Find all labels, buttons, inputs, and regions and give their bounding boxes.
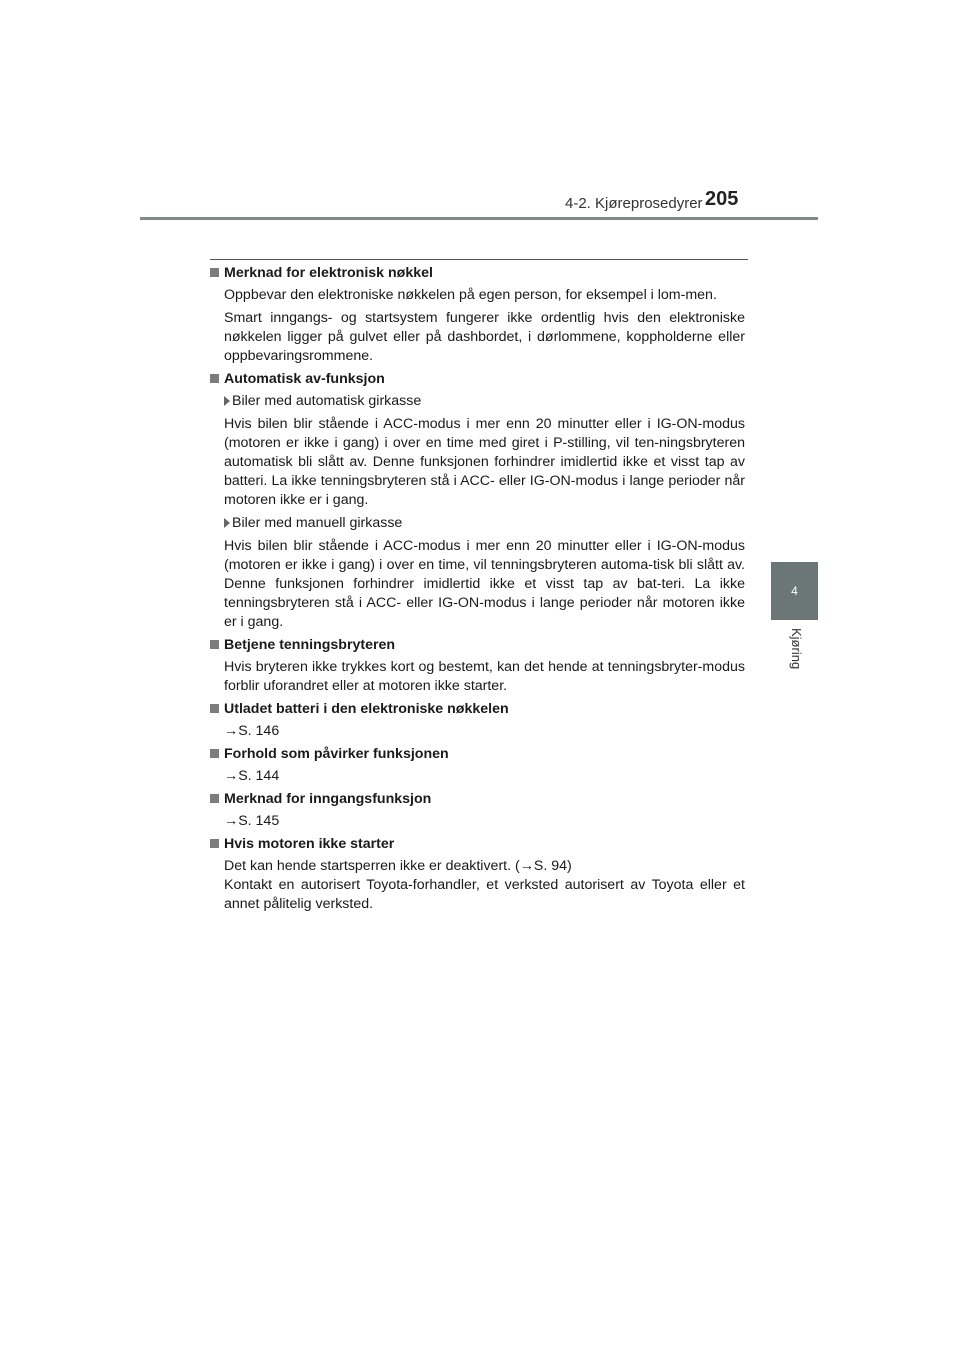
heading-text: Automatisk av-funksjon	[224, 371, 385, 387]
section-engine-not-start	[210, 835, 745, 914]
triangle-bullet-icon	[224, 518, 230, 528]
square-bullet-icon	[210, 794, 219, 803]
subheading	[210, 514, 745, 533]
paragraph: Kontakt en autorisert Toyota-forhandler, et verksted autorisert av Toyota eller et annet pålitelig verksted.	[224, 877, 745, 912]
square-bullet-icon	[210, 749, 219, 758]
square-bullet-icon	[210, 268, 219, 277]
content-rule	[210, 259, 748, 260]
square-bullet-icon	[210, 640, 219, 649]
paragraph: Smart inngangs- og startsystem fungerer ikke ordentlig hvis den elektroniske nøkkelen ligger på gulvet eller på dashbordet, i dørlommene, koppholderne eller oppbevaringsrommene.	[224, 310, 745, 364]
page-reference: →S. 144	[224, 768, 280, 784]
square-bullet-icon	[210, 839, 219, 848]
heading-text: Hvis motoren ikke starter	[224, 836, 395, 852]
paragraph: Hvis bryteren ikke trykkes kort og bestemt, kan det hende at tenningsbryter-modus forblir uforandret eller at motoren ikke starter.	[224, 659, 745, 694]
page-number: 205	[705, 188, 739, 210]
section-heading	[210, 790, 745, 809]
chapter-tab: 4	[771, 562, 818, 620]
section-auto-off	[210, 370, 745, 632]
subheading	[210, 392, 745, 411]
section-entry	[210, 790, 745, 831]
section-ignition	[210, 636, 745, 696]
heading-text: Utladet batteri i den elektroniske nøkkelen	[224, 701, 509, 717]
page-reference: →S. 146	[224, 723, 280, 739]
heading-text: Forhold som påvirker funksjonen	[224, 746, 449, 762]
chapter-label: Kjøring	[789, 628, 804, 670]
paragraph: Oppbevar den elektroniske nøkkelen på egen person, for eksempel i lom-men.	[224, 287, 717, 303]
header-rule	[140, 217, 818, 220]
page-content	[210, 264, 745, 918]
subheading-text: Biler med automatisk girkasse	[232, 393, 422, 409]
heading-text: Merknad for elektronisk nøkkel	[224, 265, 433, 281]
square-bullet-icon	[210, 374, 219, 383]
subheading-text: Biler med manuell girkasse	[232, 515, 403, 531]
section-heading	[210, 745, 745, 764]
page-reference: →S. 145	[224, 813, 280, 829]
section-heading	[210, 264, 745, 283]
heading-text: Merknad for inngangsfunksjon	[224, 791, 432, 807]
header-title: 4-2. Kjøreprosedyrer	[565, 195, 703, 212]
section-battery	[210, 700, 745, 741]
heading-text: Betjene tenningsbryteren	[224, 637, 396, 653]
section-conditions	[210, 745, 745, 786]
section-heading	[210, 700, 745, 719]
section-heading	[210, 636, 745, 655]
paragraph: Det kan hende startsperren ikke er deaktivert. (→S. 94)	[224, 858, 572, 874]
triangle-bullet-icon	[224, 396, 230, 406]
square-bullet-icon	[210, 704, 219, 713]
paragraph: Hvis bilen blir stående i ACC-modus i mer enn 20 minutter eller i IG-ON-modus (motoren er ikke i gang) i over en time med giret i P-stilling, vil ten-ningsbryteren automatisk bli slått av. Denne funksjonen forhindrer imidlertid ikke et visst tap av batteri. La ikke tenningsbryteren stå i ACC- eller IG-ON-modus i lange perioder når motoren ikke er i gang.	[224, 416, 745, 508]
section-heading	[210, 835, 745, 854]
section-electronic-key	[210, 264, 745, 366]
section-heading	[210, 370, 745, 389]
paragraph: Hvis bilen blir stående i ACC-modus i mer enn 20 minutter eller i IG-ON-modus (motoren er ikke i gang) i over en time, vil tenningsbryteren automa-tisk bli slått av. Denne funksjonen forhindrer imidlertid ikke et visst tap av bat-teri. La ikke tenningsbryteren stå i ACC- eller IG-ON-modus i lange perioder når motoren ikke er i gang.	[224, 538, 745, 630]
